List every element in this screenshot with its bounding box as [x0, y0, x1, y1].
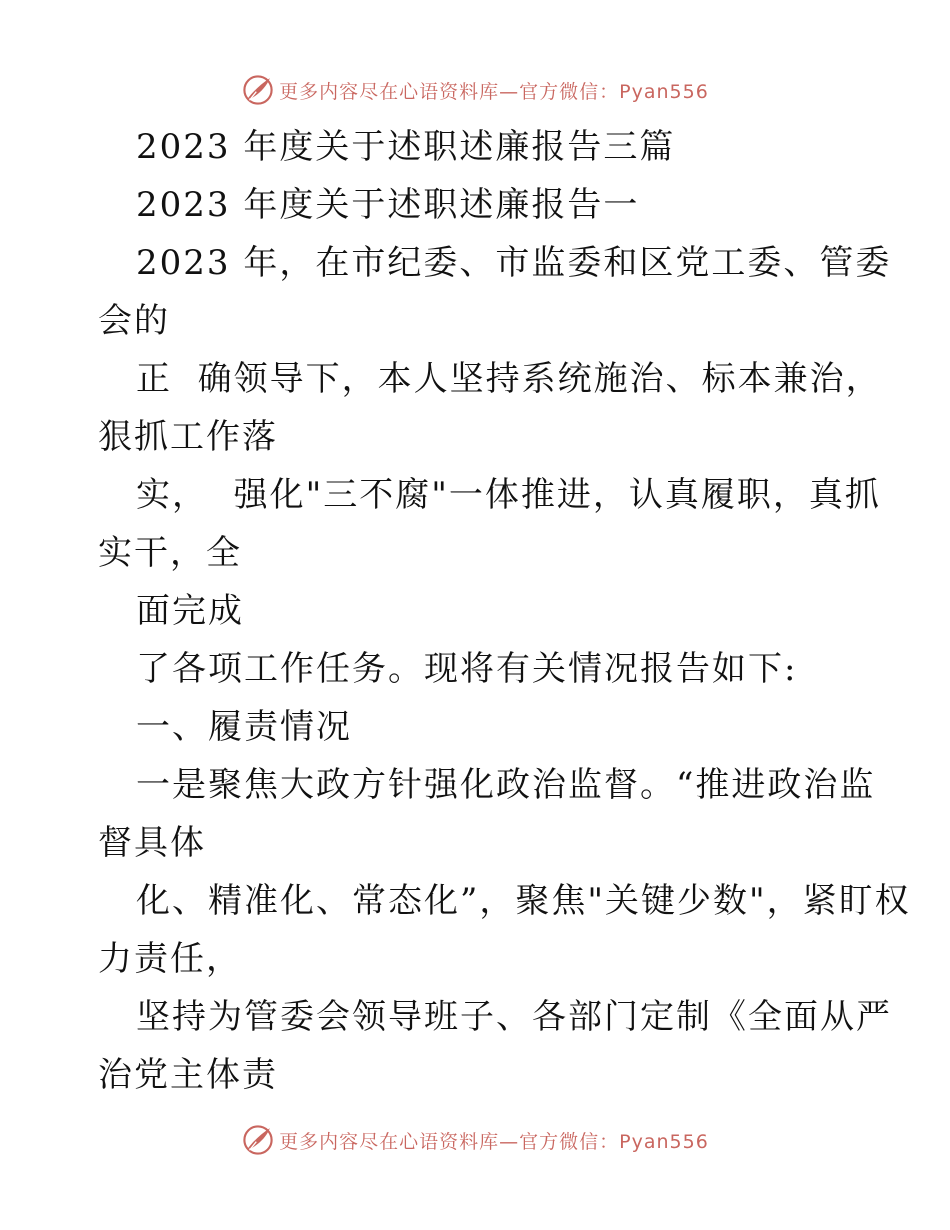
text-line: 坚持为管委会领导班子、各部门定制《全面从严	[136, 997, 892, 1037]
text-line: 实， 强化"三不腐"一体推进，认真履职，真抓	[136, 475, 881, 515]
text-line: 力责任，	[98, 939, 242, 979]
quill-logo-icon	[241, 1123, 275, 1157]
text-line: 一是聚焦大政方针强化政治监督。“推进政治监	[136, 765, 876, 805]
text-line: 2023 年度关于述职述廉报告一	[136, 185, 640, 225]
text-line: 了各项工作任务。现将有关情况报告如下:	[136, 649, 798, 689]
text-line: 会的	[98, 301, 170, 341]
text-line: 化、精准化、常态化”，聚焦"关键少数"，紧盯权	[136, 881, 911, 921]
watermark-text: 更多内容尽在心语资料库—官方微信：Pyan556	[279, 1130, 709, 1153]
text-line: 实干，全	[98, 533, 242, 573]
text-line: 狠抓工作落	[98, 417, 278, 457]
text-line: 正 确领导下，本人坚持系统施治、标本兼治，	[136, 359, 882, 399]
text-line: 治党主体责	[98, 1055, 278, 1095]
text-line: 面完成	[136, 591, 244, 631]
text-line: 督具体	[98, 823, 206, 863]
quill-logo-icon	[241, 73, 275, 107]
document-body	[98, 118, 911, 1104]
text-line: 一、履责情况	[136, 707, 352, 747]
text-line: 2023 年度关于述职述廉报告三篇	[136, 127, 676, 167]
watermark-text: 更多内容尽在心语资料库—官方微信：Pyan556	[279, 80, 709, 103]
footer-watermark	[0, 1120, 950, 1160]
text-line: 2023 年，在市纪委、市监委和区党工委、管委	[136, 243, 892, 283]
header-watermark	[0, 70, 950, 110]
